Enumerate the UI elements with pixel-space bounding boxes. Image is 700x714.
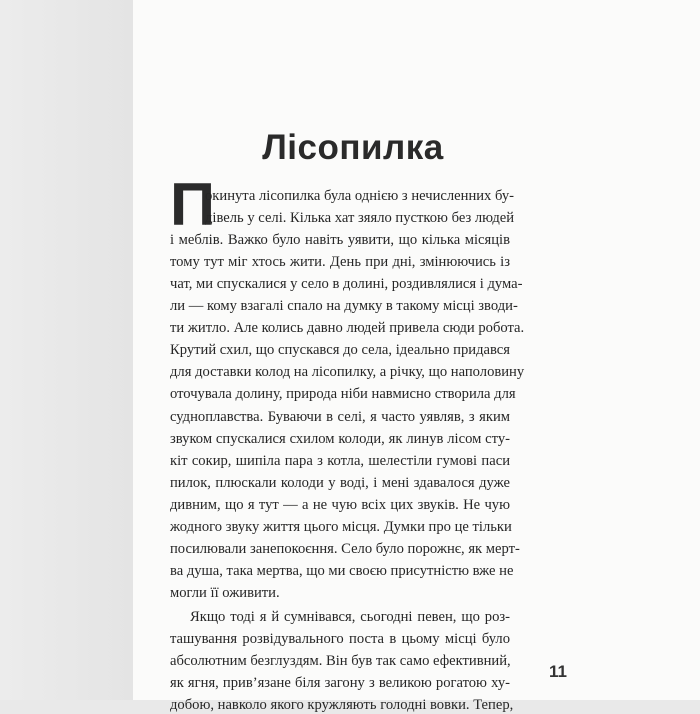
text-line: і меблів. Важко було навіть уявити, що кілька місяців	[170, 232, 510, 249]
text-line: жодного звуку життя цього місця. Думки про це тільки	[170, 518, 512, 535]
text-line: Крутий схил, що спускався до села, ідеально придався	[170, 342, 510, 359]
text-line: окинута лісопилка була однією з нечисленних бу-	[205, 188, 515, 204]
text-line: судноплавства. Буваючи в селі, я часто уявляв, з яким	[170, 408, 510, 425]
text-line: ли — кому взагалі спало на думку в такому місці зводи-	[170, 298, 518, 315]
text-line: кіт сокир, шипіла пара з котла, шелестіли гумові паси	[170, 452, 510, 469]
text-line: звуком спускалися схилом колоди, як линув лісом сту-	[170, 430, 510, 447]
text-line: для доставки колод на лісопилку, а річку, що наполовину	[170, 364, 525, 381]
text-line: ти житло. Але колись давно людей привела сюди робота.	[170, 320, 525, 337]
text-line: оточувала долину, природа ніби навмисно створила для	[170, 386, 516, 403]
text-line: ташування розвідувального поста в цьому місці було	[170, 631, 510, 647]
text-line: чат, ми спускалися у село в долині, роздивлялися і дума-	[170, 276, 523, 293]
text-line: Якщо тоді я й сумнівався, сьогодні певен, що роз-	[190, 608, 510, 625]
text-line: як ягня, прив’язане біля загону з великою рогатою ху-	[170, 675, 510, 692]
text-line: дівель у селі. Кілька хат зяяло пусткою без людей	[205, 210, 515, 227]
book-page	[133, 0, 700, 714]
page-number: 11	[549, 662, 567, 681]
text-line: посилювали занепокоєння. Село було порожнє, як мерт-	[170, 540, 520, 557]
text-line: абсолютним безглуздям. Він був так само ефективний,	[170, 653, 511, 670]
text-line: дивним, що я тут — а не чую всіх цих звуків. Не чую	[170, 496, 510, 513]
text-line: могли її оживити.	[170, 584, 280, 601]
text-line: добою, навколо якого кружляють голодні вовки. Тепер,	[170, 697, 514, 714]
text-line: пилок, плюскали колоди у воді, і мені здавалося дуже	[170, 474, 510, 491]
chapter-title: Лісопилка	[262, 128, 444, 167]
drop-cap: П	[169, 171, 216, 238]
text-line: ва душа, така мертва, що ми своєю присутністю вже не	[170, 562, 514, 579]
text-line: тому тут міг хтось жити. День при дні, змінюючись із	[170, 254, 510, 271]
scan-background	[0, 0, 133, 700]
